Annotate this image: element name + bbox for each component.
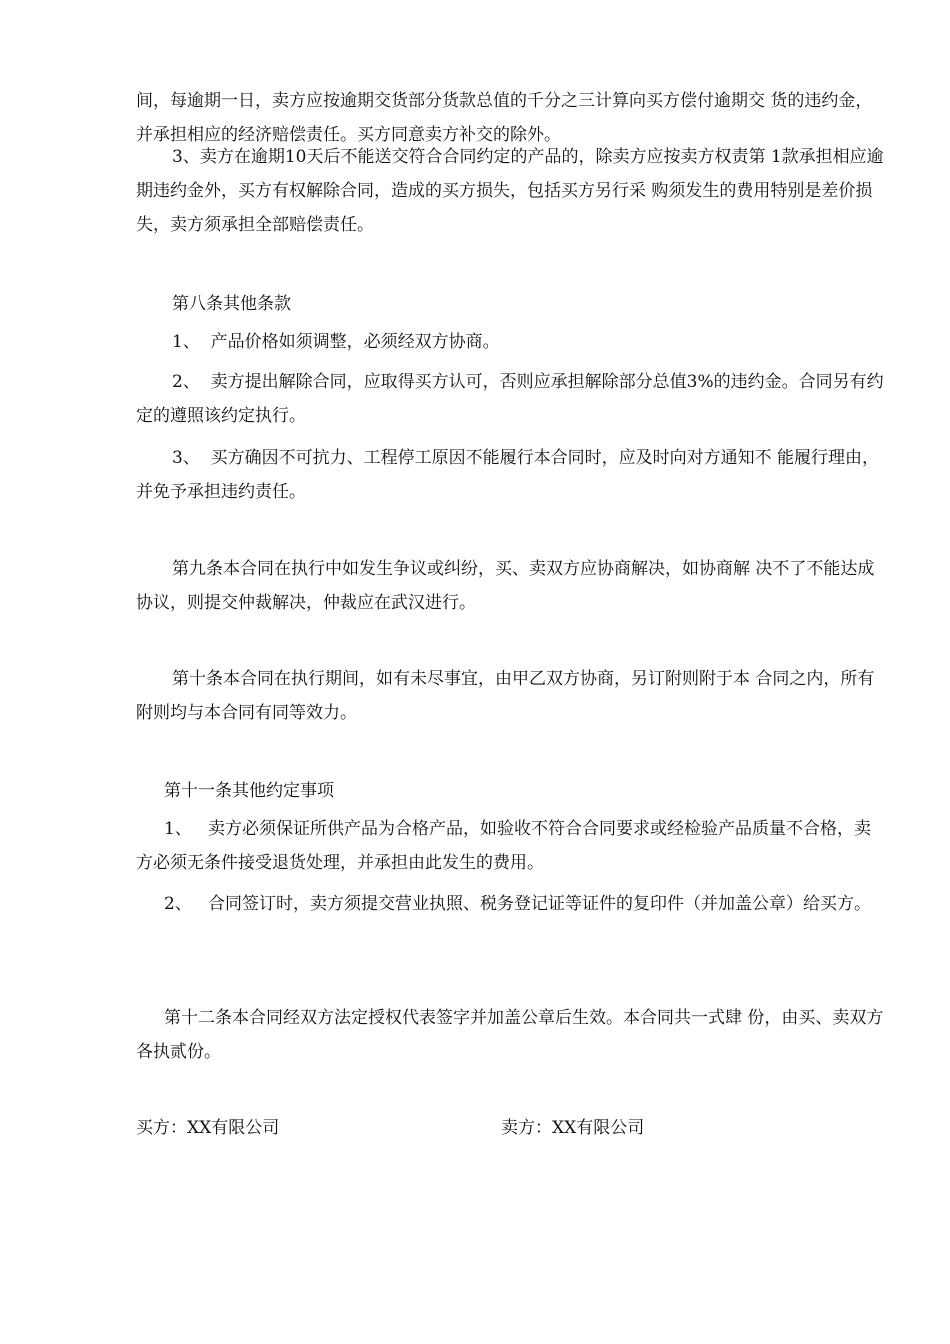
article-8-heading: 第八条其他条款 [172, 294, 291, 314]
buyer-signature-line: 买方：XX有限公司 [136, 1118, 280, 1138]
article-8-item-3: 3、 买方确因不可抗力、工程停工原因不能履行本合同时，应及时向对方通知不 能履行理由，并免予承担违约责任。 [136, 448, 880, 502]
paragraph-overdue-penalty: 间，每逾期一日，卖方应按逾期交货部分货款总值的千分之三计算向买方偿付逾期交 货的违约金，并承担相应的经济赔偿责任。买方同意卖方补交的除外。 [136, 91, 873, 145]
article-8-item-1: 1、 产品价格如须调整，必须经双方协商。 [172, 332, 500, 352]
article-10: 第十条本合同在执行期间，如有未尽事宜，由甲乙双方协商，另订附则附于本 合同之内，所有附则均与本合同有同等效力。 [136, 669, 875, 723]
article-9: 第九条本合同在执行中如发生争议或纠纷，买、卖双方应协商解决，如协商解 决不了不能达成协议，则提交仲裁解决，仲裁应在武汉进行。 [136, 559, 875, 613]
article-11-item-1: 1、 卖方必须保证所供产品为合格产品，如验收不符合合同要求或经检验产品质量不合格，卖方必须无条件接受退货处理，并承担由此发生的费用。 [136, 819, 872, 873]
article-11-item-2: 2、 合同签订时，卖方须提交营业执照、税务登记证等证件的复印件（并加盖公章）给买方。 [164, 894, 872, 914]
seller-signature-line: 卖方：XX有限公司 [501, 1118, 645, 1138]
article-11-heading: 第十一条其他约定事项 [164, 781, 334, 801]
article-12: 第十二条本合同经双方法定授权代表签字并加盖公章后生效。本合同共一式肆 份，由买、卖双方各执贰份。 [136, 1008, 884, 1062]
article-8-item-2: 2、 卖方提出解除合同，应取得买方认可，否则应承担解除部分总值3%的违约金。合同另有约定的遵照该约定执行。 [136, 372, 884, 426]
paragraph-clause-3-termination: 3、卖方在逾期10天后不能送交符合合同约定的产品的，除卖方应按卖方权责第 1款承担相应逾期违约金外，买方有权解除合同，造成的买方损失，包括买方另行采 购须发生的费用特别是差价损失，卖方须承担全部赔偿责任。 [136, 147, 884, 235]
